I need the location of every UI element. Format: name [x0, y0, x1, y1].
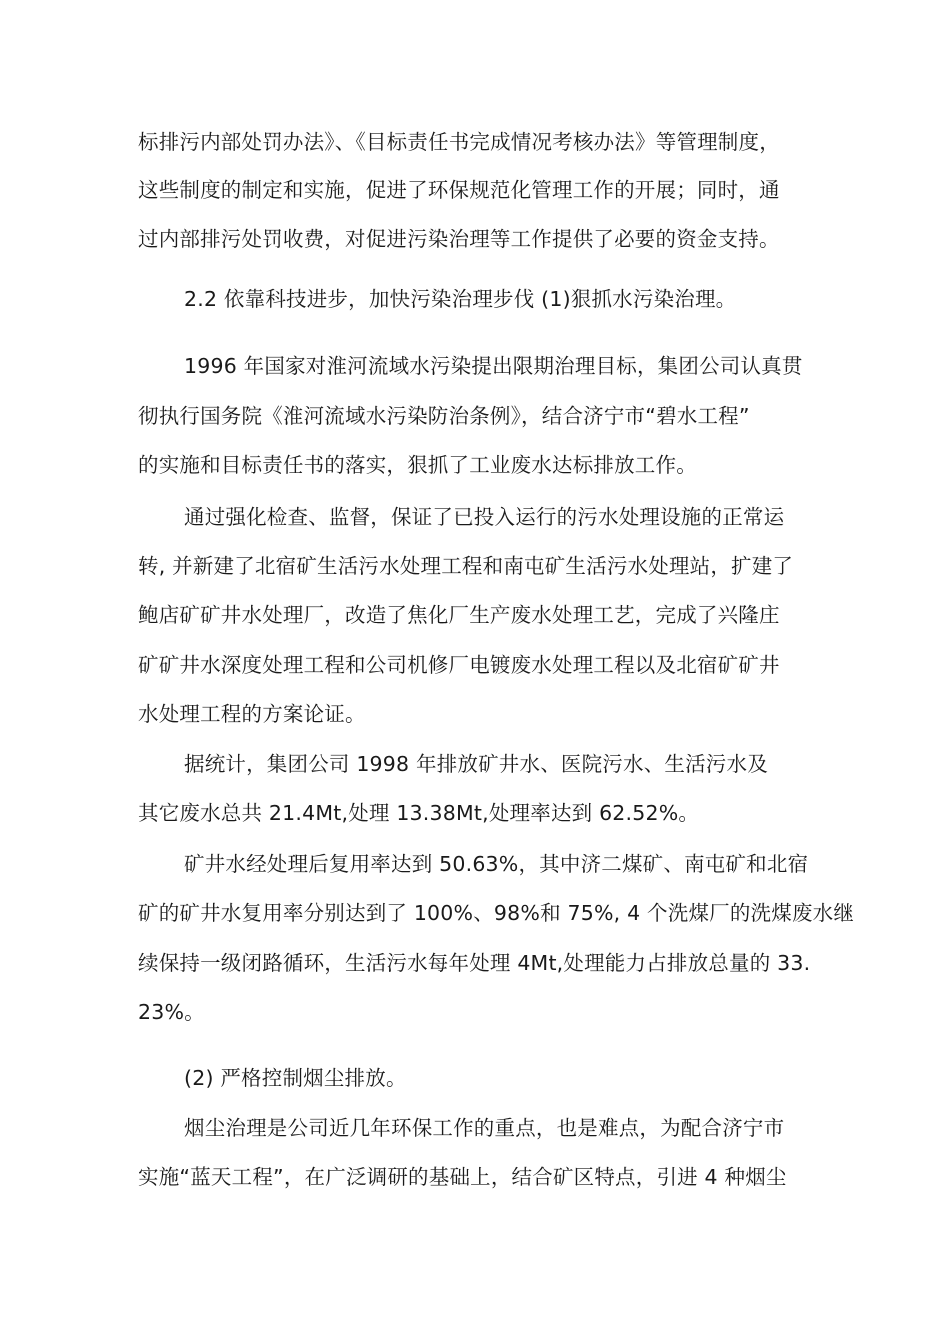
- text-line: 烟尘治理是公司近几年环保工作的重点，也是难点，为配合济宁市: [184, 1116, 785, 1140]
- section-heading: 2.2 依靠科技进步，加快污染治理步伐 (1)狠抓水污染治理。: [184, 287, 737, 311]
- text-line: 的实施和目标责任书的落实，狠抓了工业废水达标排放工作。: [138, 453, 697, 477]
- text-line: 过内部排污处罚收费，对促进污染治理等工作提供了必要的资金支持。: [138, 227, 780, 251]
- text-line: 彻执行国务院《淮河流域水污染防治条例》，结合济宁市“碧水工程”: [138, 404, 750, 428]
- text-line: 续保持一级闭路循环，生活污水每年处理 4Mt,处理能力占排放总量的 33.: [138, 951, 811, 975]
- text-line: 转, 并新建了北宿矿生活污水处理工程和南屯矿生活污水处理站，扩建了: [138, 554, 794, 578]
- text-line: 标排污内部处罚办法》、《目标责任书完成情况考核办法》等管理制度，: [138, 130, 780, 154]
- text-line: 矿矿井水深度处理工程和公司机修厂电镀废水处理工程以及北宿矿矿井: [138, 653, 780, 677]
- text-line: 据统计，集团公司 1998 年排放矿井水、医院污水、生活污水及: [184, 752, 768, 776]
- text-line: 通过强化检查、监督，保证了已投入运行的污水处理设施的正常运: [184, 505, 785, 529]
- text-line: 水处理工程的方案论证。: [138, 702, 366, 726]
- text-line: 鲍店矿矿井水处理厂，改造了焦化厂生产废水处理工艺，完成了兴隆庄: [138, 603, 780, 627]
- text-line: 实施“蓝天工程”，在广泛调研的基础上，结合矿区特点，引进 4 种烟尘: [138, 1165, 787, 1189]
- text-line: 这些制度的制定和实施，促进了环保规范化管理工作的开展；同时，通: [138, 178, 780, 202]
- text-line: 23%。: [138, 1000, 205, 1024]
- section-heading: (2) 严格控制烟尘排放。: [184, 1066, 407, 1090]
- text-line: 矿的矿井水复用率分别达到了 100%、98%和 75%, 4 个洗煤厂的洗煤废水继: [138, 901, 855, 925]
- text-line: 矿井水经处理后复用率达到 50.63%，其中济二煤矿、南屯矿和北宿: [184, 852, 809, 876]
- text-line: 其它废水总共 21.4Mt,处理 13.38Mt,处理率达到 62.52%。: [138, 801, 700, 825]
- text-line: 1996 年国家对淮河流域水污染提出限期治理目标，集团公司认真贯: [184, 354, 803, 378]
